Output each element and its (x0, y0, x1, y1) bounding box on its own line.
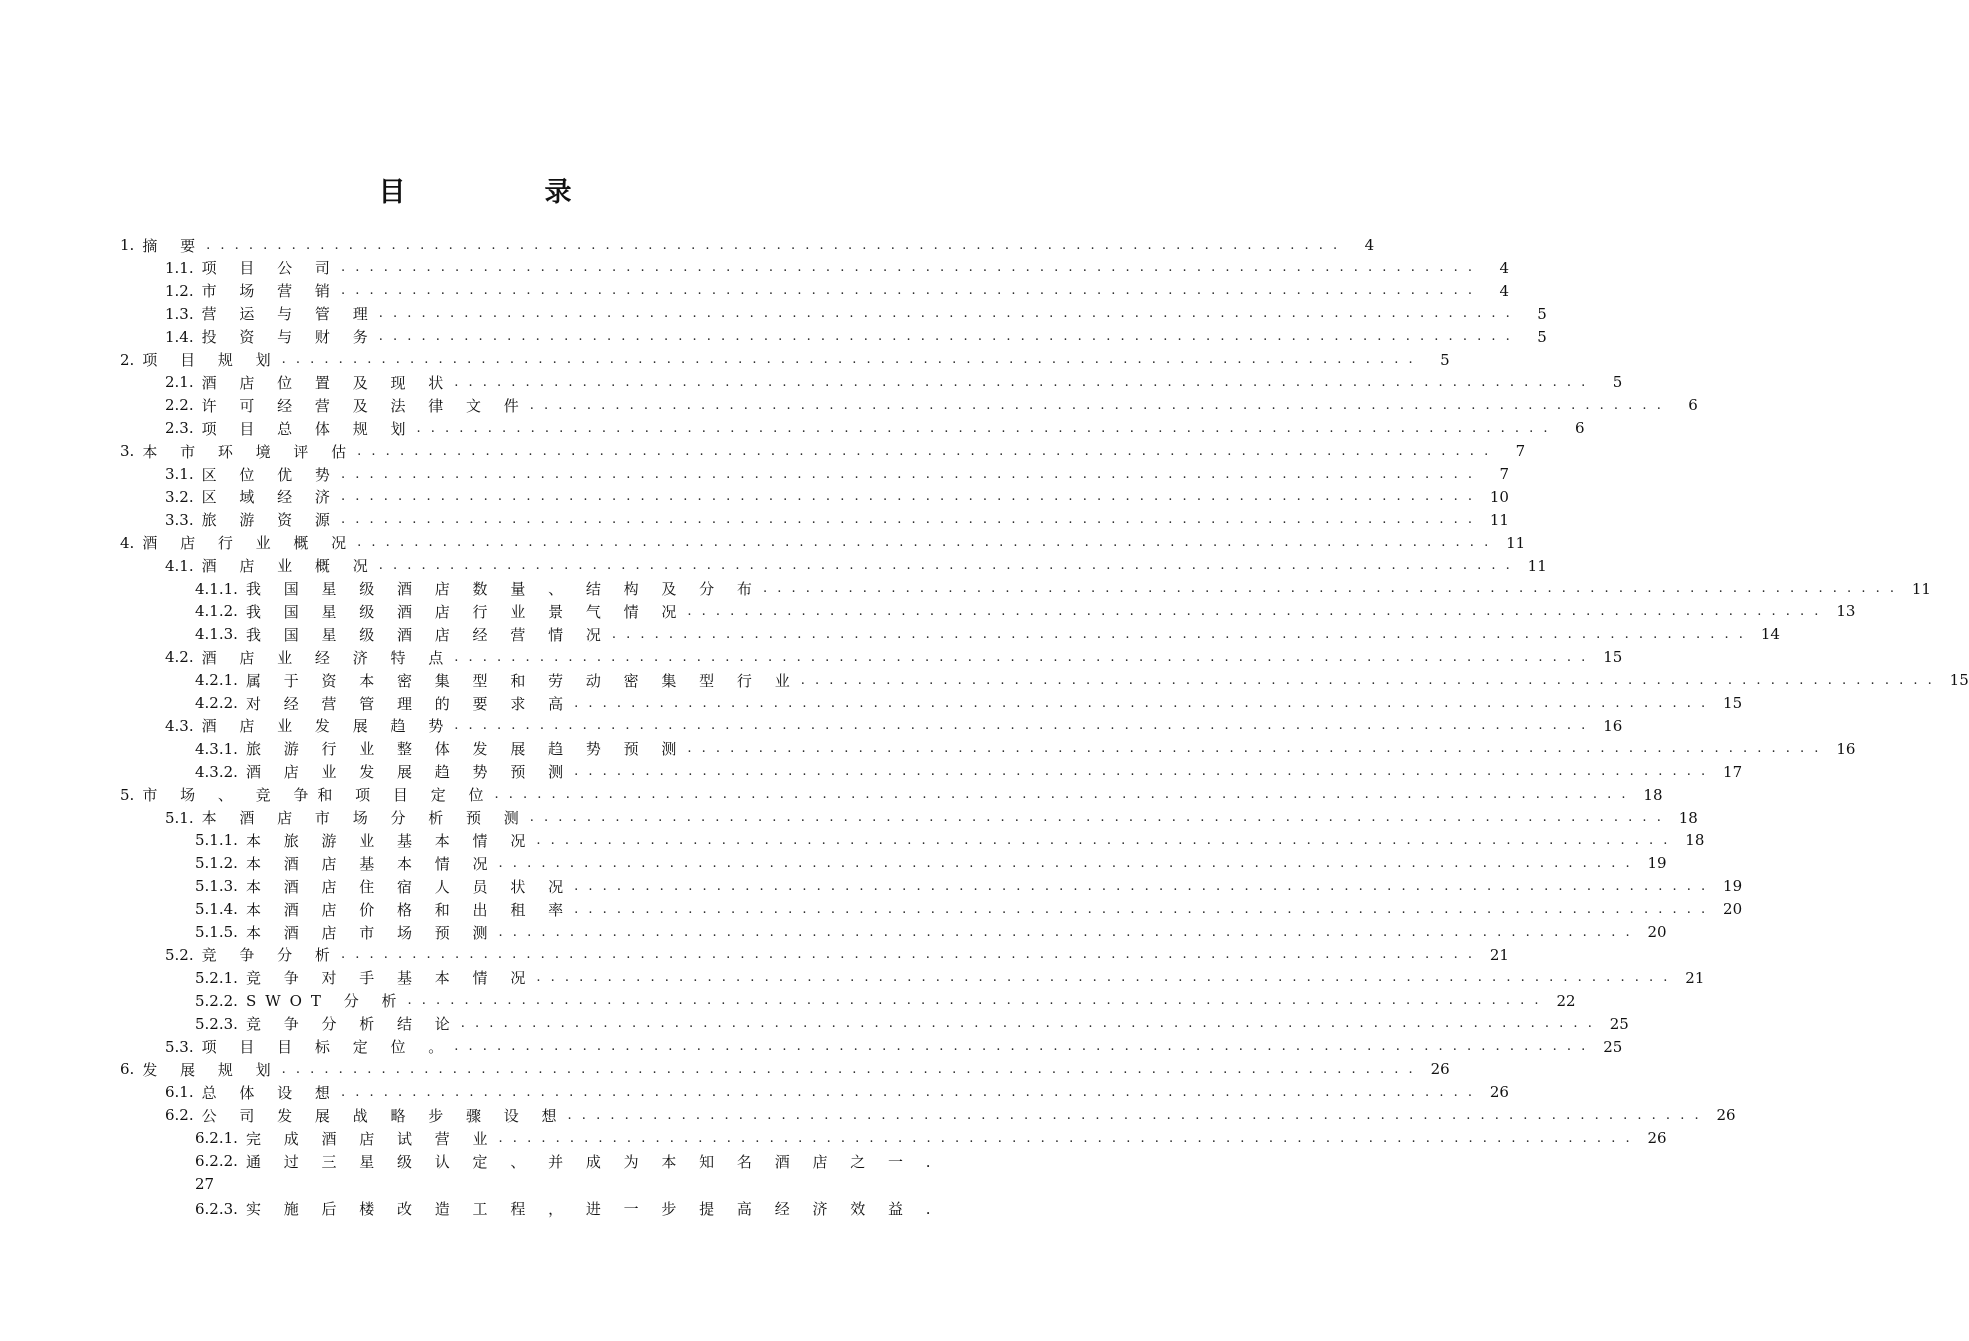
toc-entry-page: 26 (1647, 1129, 1667, 1148)
toc-entry-number: 4.1.2. (195, 602, 238, 621)
toc-entry-title: 我 国 星 级 酒 店 数 量 、 结 构 及 分 布 (245, 580, 761, 598)
toc-entry[interactable] (195, 898, 1743, 920)
toc-entry-number: 2.2. (165, 396, 194, 415)
toc-entry-number: 5.2.3. (195, 1014, 238, 1033)
toc-entry[interactable] (195, 692, 1743, 714)
toc-entry[interactable] (165, 486, 1509, 508)
toc-entry-page: 5 (1537, 304, 1547, 323)
toc-entry[interactable] (165, 509, 1509, 531)
toc-dot-leader: . . . . . . . . . . . . . . . . . . . . . . . . . . . . . . . . . . . . . . . . . . . . . . . . . . . . . . . . . . . . . . . . . . . . . . . . . . . . . . . . (494, 787, 1629, 803)
toc-entry-page: 4 (1499, 258, 1509, 277)
toc-entry-page: 11 (1911, 579, 1931, 598)
toc-entry-page: 17 (1723, 762, 1743, 781)
toc-entry-page: 25 (1603, 1037, 1623, 1056)
toc-entry-page: 19 (1647, 854, 1667, 873)
toc-entry-title: 竞 争 分 析 (201, 946, 339, 965)
toc-entry-number: 6. (120, 1060, 135, 1079)
toc-entry-number: 4.1.1. (195, 579, 238, 598)
toc-dot-leader: . . . . . . . . . . . . . . . . . . . . . . . . . . . . . . . . . . . . . . . . . . . . . . . . . . . . . . . . . . . . . . . . . . . . . . . . . . . . . . . . (357, 443, 1492, 459)
toc-entry-page: 18 (1685, 831, 1705, 850)
toc-dot-leader: . . . . . . . . . . . . . . . . . . . . . . . . . . . . . . . . . . . . . . . . . . . . . . . . . . . . . . . . . . . . . . . . . . . . . . . . . . . . . . . . (454, 718, 1589, 734)
toc-entry-title: 酒 店 业 经 济 特 点 (201, 648, 453, 667)
toc-entry-page: 18 (1678, 808, 1698, 827)
toc-entry-page: 7 (1515, 442, 1526, 461)
toc-dot-leader: . . . . . . . . . . . . . . . . . . . . . . . . . . . . . . . . . . . . . . . . . . . . . . . . . . . . . . . . . . . . . . . . . . . . . . . . . . . . . . . . (454, 649, 1589, 665)
toc-entry-number: 2.3. (165, 419, 194, 438)
toc-entry-title: 属 于 资 本 密 集 型 和 劳 动 密 集 型 行 业 (245, 671, 799, 690)
toc-entry-title: 酒 店 业 概 况 (201, 557, 377, 576)
toc-entry-page: 6 (1688, 396, 1698, 415)
toc-entry-number: 3.1. (165, 465, 194, 483)
toc-dot-leader: . . . . . . . . . . . . . . . . . . . . . . . . . . . . . . . . . . . . . . . . . . . . . . . . . . . . . . . . . . . . . . . . . . . . . . . . . . . . . . . . (416, 420, 1551, 436)
toc-entry-page: 7 (1499, 465, 1509, 483)
toc-entry-number: 4.1. (165, 556, 194, 575)
toc-entry-title: 区 域 经 济 (201, 488, 339, 507)
toc-entry-title: 本 旅 游 业 基 本 情 况 (245, 831, 535, 850)
toc-entry[interactable] (120, 532, 1526, 554)
toc-entry-number: 4.3.2. (195, 762, 238, 781)
toc-entry-number: 6.2.3. (195, 1199, 238, 1218)
toc-entry-number: 1. (120, 236, 135, 254)
toc-entry[interactable] (165, 646, 1623, 668)
toc-entry-page: 5 (1612, 373, 1623, 392)
toc-entry-title: 项 目 规 划 (142, 351, 280, 369)
toc-entry-number: 4.3.1. (195, 739, 238, 758)
toc-entry[interactable] (195, 1013, 1629, 1035)
toc-dot-leader: . . . . . . . . . . . . . . . . . . . . . . . . . . . . . . . . . . . . . . . . . . . . . . . . . . . . . . . . . . . . . . . . . . . . . . . . . . . . . . . . (340, 512, 1475, 528)
toc-dot-leader: . . . . . . . . . . . . . . . . . . . . . . . . . . . . . . . . . . . . . . . . . . . . . . . . . . . . . . . . . . . . . . . . . . . . . . . . . . . . . . . . (536, 970, 1671, 986)
toc-entry-title: 本 酒 店 住 宿 人 员 状 况 (245, 877, 573, 896)
toc-dot-leader: . . . . . . . . . . . . . . . . . . . . . . . . . . . . . . . . . . . . . . . . . . . . . . . . . . . . . . . . . . . . . . . . . . . . . . . . . . . . . . . . (460, 1016, 1595, 1032)
toc-entry[interactable] (195, 1127, 1667, 1149)
toc-entry-number: 2. (120, 350, 135, 369)
toc-entry-page: 27 (195, 1174, 215, 1193)
toc-entry-number: 5.3. (165, 1037, 194, 1056)
toc-entry[interactable] (195, 829, 1705, 851)
toc-entry[interactable] (120, 440, 1526, 462)
toc-dot-leader: . . . . . . . . . . . . . . . . . . . . . . . . . . . . . . . . . . . . . . . . . . . . . . . . . . . . . . . . . . . . . . . . . . . . . . . . . . . . . . . . (454, 1039, 1589, 1054)
toc-entry-number: 6.2.2. (195, 1152, 238, 1170)
toc-entry[interactable] (195, 1150, 940, 1172)
toc-entry-number: 4.1.3. (195, 625, 238, 644)
toc-entry-number: 5.1.3. (195, 877, 238, 896)
toc-entry-page: 16 (1603, 716, 1623, 735)
toc-entry-title: 竞 争 对 手 基 本 情 况 (245, 969, 535, 988)
toc-dot-leader: . . . . . . . . . . . . . . . . . . . . . . . . . . . . . . . . . . . . . . . . . . . . . . . . . . . . . . . . . . . . . . . . . . . . . . . . . . . . . . . . (378, 329, 1513, 345)
toc-entry-number: 5.1.5. (195, 923, 238, 941)
toc-entry-page: 26 (1489, 1083, 1509, 1102)
toc-entry-title: 对 经 营 管 理 的 要 求 高 (245, 694, 573, 713)
toc-dot-leader: . . . . . . . . . . . . . . . . . . . . . . . . . . . . . . . . . . . . . . . . . . . . . . . . . . . . . . . . . . . . . . . . . . . . . . . . . . . . . . . . (574, 878, 1709, 894)
toc-entry-title: 酒 店 业 发 展 趋 势 (201, 717, 453, 736)
toc-dot-leader: . . . . . . . . . . . . . . . . . . . . . . . . . . . . . . . . . . . . . . . . . . . . . . . . . . . . . . . . . . . . . . . . . . . . . . . . . . . . . . . . (340, 489, 1475, 505)
toc-entry-number: 6.2. (165, 1106, 194, 1125)
toc-dot-leader: . . . . . . . . . . . . . . . . . . . . . . . . . . . . . . . . . . . . . . . . . . . . . . . . . . . . . . . . . . . . . . . . . . . . . . . . . . . . . . . . (340, 947, 1475, 963)
toc-entry-number: 4.2.1. (195, 671, 238, 690)
toc-entry-page: 26 (1716, 1106, 1736, 1125)
toc-entry-title: 项 目 总 体 规 划 (201, 419, 415, 438)
toc-entry[interactable] (165, 1036, 1623, 1058)
toc-dot-leader: . . . . . . . . . . . . . . . . . . . . . . . . . . . . . . . . . . . . . . . . . . . . . . . . . . . . . . . . . . . . . . . . . . . . . . . . . . . . . . . . (340, 1084, 1475, 1100)
toc-entry[interactable] (195, 761, 1743, 783)
toc-dot-leader: . . . . . . . . . . . . . . . . . . . . . . . . . . . . . . . . . . . . . . . . . . . . . . . . . . . . . . . . . . . . . . . . . . . . . . . . . . . . . . . . (574, 901, 1709, 917)
toc-entry-title: 酒 店 业 发 展 趋 势 预 测 (245, 763, 573, 782)
toc-dot-leader: . . . . . . . . . . . . . . . . . . . . . . . . . . . . . . . . . . . . . . . . . . . . . . . . . . . . . . . . . . . . . . . . . . . . . . . . . . . . . . . . (498, 1130, 1633, 1146)
toc-dot-leader: . . . . . . . . . . . . . . . . . . . . . . . . . . . . . . . . . . . . . . . . . . . . . . . . . . . . . . . . . . . . . . . . . . . . . . . . . . . . . . . . (378, 306, 1513, 322)
toc-entry-page: 20 (1647, 923, 1667, 941)
toc-entry-number: 1.4. (165, 327, 194, 346)
toc-entry-title: 项 目 目 标 定 位 。 (201, 1038, 453, 1056)
toc-entry-page: 15 (1603, 648, 1623, 667)
toc-entry-title: 总 体 设 想 (201, 1083, 339, 1102)
toc-entry-page: 25 (1609, 1014, 1629, 1033)
toc-entry-title: 旅 游 行 业 整 体 发 展 趋 势 预 测 (245, 740, 686, 759)
toc-dot-leader: . . . . . . . . . . . . . . . . . . . . . . . . . . . . . . . . . . . . . . . . . . . . . . . . . . . . . . . . . . . . . . . . . . . . . . . . . . . . . . . . (281, 1061, 1416, 1077)
toc-entry[interactable] (165, 394, 1698, 416)
toc-entry-page: 19 (1723, 877, 1743, 896)
toc-entry-page: 26 (1430, 1060, 1450, 1079)
toc-entry-number: 4. (120, 533, 135, 552)
toc-dot-leader: . . . . . . . . . . . . . . . . . . . . . . . . . . . . . . . . . . . . . . . . . . . . . . . . . . . . . . . . . . . . . . . . . . . . . . . . . . . . . . . . (498, 924, 1633, 940)
toc-dot-leader: . . . . . . . . . . . . . . . . . . . . . . . . . . . . . . . . . . . . . . . . . . . . . . . . . . . . . . . . . . . . . . . . . . . . . . . . . . . . . . . . (407, 993, 1542, 1009)
toc-entry-title: SWOT 分 析 (245, 992, 406, 1011)
toc-entry-title: 本 酒 店 基 本 情 况 (245, 854, 497, 873)
toc-entry[interactable] (195, 669, 1969, 691)
toc-entry-page: 11 (1527, 556, 1547, 575)
toc-entry-title: 酒 店 位 置 及 现 状 (201, 373, 453, 392)
toc-entry-title: 项 目 公 司 (201, 259, 339, 278)
toc-entry-number: 1.1. (165, 258, 194, 277)
toc-entry[interactable] (195, 600, 1856, 622)
toc-entry-title: 营 运 与 管 理 (201, 305, 377, 324)
toc-entry-number: 1.3. (165, 304, 194, 323)
toc-entry[interactable] (195, 623, 1780, 645)
toc-entry[interactable] (165, 371, 1623, 393)
toc-entry[interactable] (120, 349, 1450, 371)
toc-dot-leader: . . . . . . . . . . . . . . . . . . . . . . . . . . . . . . . . . . . . . . . . . . . . . . . . . . . . . . . . . . . . . . . . . . . . . . . . . . . . . . . . (529, 397, 1664, 413)
toc-entry[interactable] (165, 417, 1585, 439)
toc-entry-number: 3. (120, 442, 135, 461)
toc-dot-leader: . . . . . . . . . . . . . . . . . . . . . . . . . . . . . . . . . . . . . . . . . . . . . . . . . . . . . . . . . . . . . . . . . . . . . . . . . . . . . . . . (340, 466, 1475, 482)
toc-entry-title: 竞 争 分 析 结 论 (245, 1015, 459, 1034)
toc-dot-leader: . . . . . . . . . . . . . . . . . . . . . . . . . . . . . . . . . . . . . . . . . . . . . . . . . . . . . . . . . . . . . . . . . . . . . . . . . . . . . . . . (687, 603, 1822, 619)
toc-dot-leader: . . . . . . . . . . . . . . . . . . . . . . . . . . . . . . . . . . . . . . . . . . . . . . . . . . . . . . . . . . . . . . . . . . . . . . . . . . . . . . . . (762, 581, 1897, 596)
toc-entry[interactable] (195, 852, 1667, 874)
toc-entry-number: 5.1. (165, 808, 194, 827)
toc-dot-leader: . . . . . . . . . . . . . . . . . . . . . . . . . . . . . . . . . . . . . . . . . . . . . . . . . . . . . . . . . . . . . . . . . . . . . . . . . . . . . . . . (206, 237, 1341, 253)
toc-dot-leader: . . . . . . . . . . . . . . . . . . . . . . . . . . . . . . . . . . . . . . . . . . . . . . . . . . . . . . . . . . . . . . . . . . . . . . . . . . . . . . . . (378, 558, 1513, 574)
toc-dot-leader: . . . . . . . . . . . . . . . . . . . . . . . . . . . . . . . . . . . . . . . . . . . . . . . . . . . . . . . . . . . . . . . . . . . . . . . . . . . . . . . . (687, 741, 1822, 757)
toc-entry-number: 6.2.1. (195, 1129, 238, 1148)
toc-entry-title: 完 成 酒 店 试 营 业 (245, 1129, 497, 1148)
toc-entry[interactable] (195, 967, 1705, 989)
toc-entry-title: 我 国 星 级 酒 店 经 营 情 况 (245, 625, 610, 644)
toc-dot-leader: . . . . . . . . . . . . . . . . . . . . . . . . . . . . . . . . . . . . . . . . . . . . . . . . . . . . . . . . . . . . . . . . . . . . . . . . . . . . . . . . (454, 374, 1589, 390)
toc-entry-title: 发 展 规 划 (142, 1060, 280, 1079)
toc-entry[interactable] (165, 1081, 1509, 1103)
toc-entry-title: 摘 要 (142, 236, 205, 255)
toc-entry-number: 5.2.2. (195, 991, 238, 1010)
toc-entry-page: 21 (1489, 945, 1509, 964)
toc-entry-page: 15 (1949, 671, 1969, 690)
toc-entry-title: 本 酒 店 价 格 和 出 租 率 (245, 900, 573, 919)
toc-entry-number: 1.2. (165, 281, 194, 300)
toc-entry[interactable] (165, 944, 1509, 966)
toc-entry[interactable] (165, 326, 1547, 348)
toc-entry-title: 市 场 营 销 (201, 282, 339, 301)
toc-entry-number: 3.3. (165, 510, 194, 529)
toc-entry-page: 4 (1364, 236, 1375, 254)
toc-entry-number: 5. (120, 785, 135, 804)
toc-entry-title: 酒 店 行 业 概 况 (142, 534, 356, 553)
toc-dot-leader: . . . . . . . . . . . . . . . . . . . . . . . . . . . . . . . . . . . . . . . . . . . . . . . . . . . . . . . . . . . . . . . . . . . . . . . . . . . . . . . . (281, 352, 1416, 367)
toc-entry-title: 公 司 发 展 战 略 步 骤 设 想 (201, 1106, 566, 1125)
toc-entry[interactable] (120, 234, 1375, 256)
toc-entry[interactable] (195, 875, 1743, 897)
toc-entry-page: 11 (1489, 510, 1509, 529)
toc-entry[interactable] (165, 303, 1547, 325)
toc-entry-number: 5.1.2. (195, 854, 238, 873)
toc-entry-title: 实 施 后 楼 改 造 工 程 ， 进 一 步 提 高 经 济 效 益 . (245, 1200, 940, 1219)
toc-entry-page: 6 (1574, 419, 1585, 438)
toc-entry[interactable] (195, 990, 1576, 1012)
toc-entry[interactable] (165, 280, 1509, 302)
toc-entry-page: 18 (1643, 785, 1663, 804)
toc-entry[interactable] (195, 578, 1931, 600)
toc-entry-title: 本 市 环 境 评 估 (142, 442, 356, 461)
toc-dot-leader: . . . . . . . . . . . . . . . . . . . . . . . . . . . . . . . . . . . . . . . . . . . . . . . . . . . . . . . . . . . . . . . . . . . . . . . . . . . . . . . . (611, 626, 1746, 642)
toc-entry-number: 4.3. (165, 716, 194, 735)
toc-entry[interactable] (195, 921, 1667, 943)
toc-entry[interactable] (165, 257, 1509, 279)
toc-dot-leader: . . . . . . . . . . . . . . . . . . . . . . . . . . . . . . . . . . . . . . . . . . . . . . . . . . . . . . . . . . . . . . . . . . . . . . . . . . . . . . . . (498, 855, 1633, 871)
toc-entry-title: 市 场 、 竞 争和 项 目 定 位 (142, 786, 493, 805)
toc-dot-leader: . . . . . . . . . . . . . . . . . . . . . . . . . . . . . . . . . . . . . . . . . . . . . . . . . . . . . . . . . . . . . . . . . . . . . . . . . . . . . . . . (536, 832, 1671, 848)
toc-entry-page: 21 (1685, 968, 1705, 987)
toc-entry[interactable] (165, 463, 1509, 485)
toc-entry-title: 本 酒 店 市 场 预 测 (245, 923, 497, 942)
toc-entry-number: 4.2. (165, 648, 194, 667)
toc-dot-leader: . . . . . . . . . . . . . . . . . . . . . . . . . . . . . . . . . . . . . . . . . . . . . . . . . . . . . . . . . . . . . . . . . . . . . . . . . . . . . . . . (357, 535, 1492, 551)
toc-entry-page: 13 (1836, 602, 1856, 621)
toc-entry-number: 2.1. (165, 373, 194, 392)
toc-entry[interactable] (165, 715, 1623, 737)
toc-entry-title: 旅 游 资 源 (201, 511, 339, 530)
toc-entry[interactable] (120, 784, 1663, 806)
toc-entry-number: 5.2. (165, 945, 194, 964)
toc-entry[interactable] (195, 738, 1856, 760)
toc-entry-number: 3.2. (165, 487, 194, 506)
toc-entry-title: 本 酒 店 市 场 分 析 预 测 (201, 809, 528, 827)
toc-dot-leader: . . . . . . . . . . . . . . . . . . . . . . . . . . . . . . . . . . . . . . . . . . . . . . . . . . . . . . . . . . . . . . . . . . . . . . . . . . . . . . . . (800, 672, 1935, 688)
toc-entry-number: 4.2.2. (195, 694, 238, 712)
toc-dot-leader: . . . . . . . . . . . . . . . . . . . . . . . . . . . . . . . . . . . . . . . . . . . . . . . . . . . . . . . . . . . . . . . . . . . . . . . . . . . . . . . . (340, 260, 1475, 276)
toc-entry[interactable] (120, 1058, 1450, 1080)
toc-entry[interactable] (195, 1198, 940, 1220)
toc-entry-page: 5 (1537, 327, 1547, 346)
toc-entry-title: 许 可 经 营 及 法 律 文 件 (201, 396, 528, 415)
toc-dot-leader: . . . . . . . . . . . . . . . . . . . . . . . . . . . . . . . . . . . . . . . . . . . . . . . . . . . . . . . . . . . . . . . . . . . . . . . . . . . . . . . . (567, 1107, 1702, 1123)
toc-entry-page: 20 (1723, 900, 1743, 919)
toc-entry-title: 区 位 优 势 (201, 465, 339, 484)
toc-entry-title: 我 国 星 级 酒 店 行 业 景 气 情 况 (245, 602, 686, 621)
toc-dot-leader: . . . . . . . . . . . . . . . . . . . . . . . . . . . . . . . . . . . . . . . . . . . . . . . . . . . . . . . . . . . . . . . . . . . . . . . . . . . . . . . . (574, 764, 1709, 780)
toc-entry-number: 5.1.1. (195, 831, 238, 850)
toc-entry-number: 6.1. (165, 1083, 194, 1102)
toc-entry[interactable] (165, 555, 1547, 577)
toc-entry-number: 5.2.1. (195, 968, 238, 987)
toc-dot-leader: . . . . . . . . . . . . . . . . . . . . . . . . . . . . . . . . . . . . . . . . . . . . . . . . . . . . . . . . . . . . . . . . . . . . . . . . . . . . . . . . (340, 283, 1475, 299)
toc-entry-page: 4 (1499, 281, 1509, 300)
toc-entry-page: 10 (1489, 487, 1509, 506)
toc-entry[interactable] (165, 807, 1698, 829)
toc-entry-title: 通 过 三 星 级 认 定 、 并 成 为 本 知 名 酒 店 之 一 . (245, 1152, 940, 1171)
toc-dot-leader: . . . . . . . . . . . . . . . . . . . . . . . . . . . . . . . . . . . . . . . . . . . . . . . . . . . . . . . . . . . . . . . . . . . . . . . . . . . . . . . . (574, 695, 1709, 711)
toc-entry-page: 5 (1440, 350, 1450, 369)
toc-entry[interactable] (165, 1104, 1736, 1126)
toc-entry-page: 16 (1836, 739, 1856, 758)
toc-entry-page: 15 (1723, 694, 1743, 712)
toc-entry-page: 22 (1556, 991, 1576, 1010)
page-title: 目 录 (378, 177, 628, 208)
toc-entry-page: 11 (1506, 533, 1526, 552)
toc-dot-leader: . . . . . . . . . . . . . . . . . . . . . . . . . . . . . . . . . . . . . . . . . . . . . . . . . . . . . . . . . . . . . . . . . . . . . . . . . . . . . . . . (529, 810, 1664, 825)
toc-entry-number: 5.1.4. (195, 900, 238, 919)
toc-entry-title: 投 资 与 财 务 (201, 328, 377, 347)
toc-entry-page: 14 (1760, 625, 1780, 644)
